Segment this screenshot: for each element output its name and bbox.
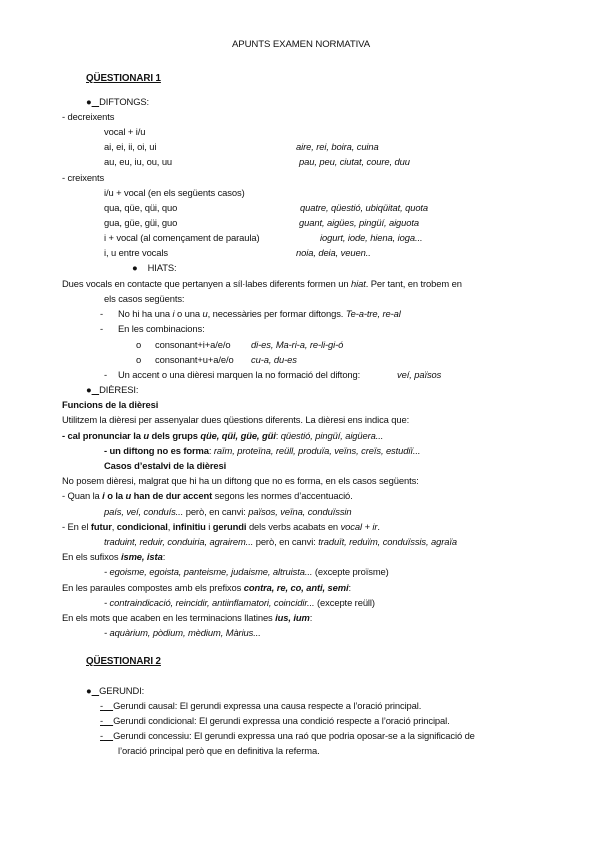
- case-latin-endings: En els mots que acaben en les terminacions llatines ius, ium:: [62, 612, 313, 623]
- bullet-hiats: [132, 262, 177, 274]
- cre-row-2-examples: guant, aigües, pingüí, aiguota: [299, 217, 420, 228]
- case-accent-examples: país, veí, conduís... però, en canvi: països, veïna, conduïssin: [104, 506, 352, 517]
- dec-row-2-examples: pau, peu, ciutat, coure, duu: [299, 156, 410, 167]
- hiats-case-1: No hi ha una i o una u, necessàries per formar diftongs. Te-a-tre, re-al: [118, 308, 401, 319]
- bullet-icon: ●: [86, 96, 92, 107]
- gerundi-item: - Gerundi condicional: El gerundi expressa una condició respecte a l’oració principal.: [100, 715, 450, 726]
- section-heading-q1: QÜESTIONARI 1: [86, 73, 161, 84]
- bullet-icon: ●: [86, 685, 92, 696]
- dec-row-1-pattern: ai, ei, ii, oi, ui: [104, 141, 157, 152]
- gerundi-item: - Gerundi concessiu: El gerundi expressa una raó que podria oposar-se a la significació de: [100, 730, 475, 741]
- case-latin-endings-examples: - aquàrium, pòdium, mèdium, Màrius...: [104, 627, 261, 638]
- gerundi-label: GERUNDI:: [99, 685, 145, 696]
- case-verbs: - En el futur, condicional, infinitiu i gerundi dels verbs acabats en vocal + ir.: [62, 521, 380, 532]
- creixents-label: - creixents: [62, 172, 105, 183]
- hiats-paragraph-line1: Dues vocals en contacte que pertanyen a síl·labes diferents formen un hiat. Per tant, en trobem en: [62, 278, 462, 289]
- dec-row-2-pattern: au, eu, iu, ou, uu: [104, 156, 173, 167]
- funcions-intro: Utilitzem la dièresi per assenyalar dues qüestions diferents. La dièresi ens indica que:: [62, 414, 410, 425]
- cre-row-2-pattern: gua, güe, güi, guo: [104, 217, 178, 228]
- decreixents-label: - decreixents: [62, 111, 115, 122]
- casos-heading: Casos d’estalvi de la dièresi: [104, 460, 227, 471]
- diftongs-label: DIFTONGS:: [99, 96, 150, 107]
- hiats-label: HIATS:: [147, 262, 177, 273]
- combination-2: consonant+u+a/e/o: [155, 354, 234, 365]
- combination-2-marker: o: [136, 354, 142, 365]
- combination-1-marker: o: [136, 339, 142, 350]
- dieresi-label: DIÈRESI:: [99, 384, 139, 395]
- section-heading-q2: QÜESTIONARI 2: [86, 656, 161, 667]
- gerundi-concessiu-continuation: l’oració principal però que en definitiva la referma.: [118, 745, 320, 756]
- cre-row-1-pattern: qua, qüe, qüi, quo: [104, 202, 178, 213]
- hiats-case-3-examples: veí, països: [397, 369, 442, 380]
- decreixents-rule: vocal + i/u: [104, 126, 146, 137]
- function-2: - un diftong no es forma: raïm, proteïna, reüll, produïa, veïns, creïs, estudiï...: [104, 445, 421, 456]
- case-suffixes: En els sufixos isme, ista:: [62, 551, 166, 562]
- combination-2-examples: cu-a, du-es: [251, 354, 297, 365]
- hiats-case-1-dash: -: [100, 308, 104, 319]
- case-suffixes-examples: - egoisme, egoista, panteisme, judaisme, altruista... (excepte proïsme): [104, 566, 389, 577]
- cre-row-4-pattern: i, u entre vocals: [104, 247, 168, 258]
- cre-row-1-examples: quatre, qüestió, ubiqüitat, quota: [300, 202, 429, 213]
- combination-1-examples: di-es, Ma-ri-a, re-li-gi-ó: [251, 339, 344, 350]
- creixents-rule: i/u + vocal (en els següents casos): [104, 187, 245, 198]
- cre-row-3-examples: iogurt, iode, hiena, ioga...: [320, 232, 423, 243]
- case-accent: - Quan la i o la u han de dur accent segons les normes d’accentuació.: [62, 490, 353, 501]
- page-title: APUNTS EXAMEN NORMATIVA: [232, 39, 371, 50]
- dec-row-1-examples: aire, rei, boira, cuina: [296, 141, 379, 152]
- hiats-case-2: En les combinacions:: [118, 323, 205, 334]
- case-prefixes-examples: - contraindicació, reincidir, antiinflamatori, coincidir... (excepte reüll): [104, 597, 375, 608]
- case-prefixes: En les paraules compostes amb els prefixos contra, re, co, anti, semi:: [62, 582, 351, 593]
- bullet-icon: ●: [132, 262, 138, 273]
- funcions-heading: Funcions de la dièresi: [62, 399, 159, 410]
- casos-intro: No posem dièresi, malgrat que hi ha un diftong que no es forma, en els casos següents:: [62, 475, 419, 486]
- cre-row-3-pattern: i + vocal (al començament de paraula): [104, 232, 260, 243]
- bullet-icon: ●: [86, 384, 92, 395]
- gerundi-item: - Gerundi causal: El gerundi expressa una causa respecte a l’oració principal.: [100, 700, 422, 711]
- case-verbs-examples: traduint, reduir, conduiria, agrairem... però, en canvi: traduït, reduïm, conduïssis, agraïa: [104, 536, 457, 547]
- bullet-diftongs: [86, 96, 149, 108]
- hiats-paragraph-line2: els casos següents:: [104, 293, 185, 304]
- hiats-case-2-dash: -: [100, 323, 104, 334]
- combination-1: consonant+i+a/e/o: [155, 339, 231, 350]
- bullet-dieresi: [86, 384, 138, 396]
- function-1: - cal pronunciar la u dels grups qüe, qüi, güe, güi: qüestió, pingüí, aigüera...: [62, 430, 384, 441]
- hiats-case-3: Un accent o una dièresi marquen la no formació del diftong:: [118, 369, 361, 380]
- cre-row-4-examples: noia, deia, veuen..: [296, 247, 371, 258]
- bullet-gerundi: [86, 685, 144, 697]
- hiats-case-3-dash: -: [104, 369, 108, 380]
